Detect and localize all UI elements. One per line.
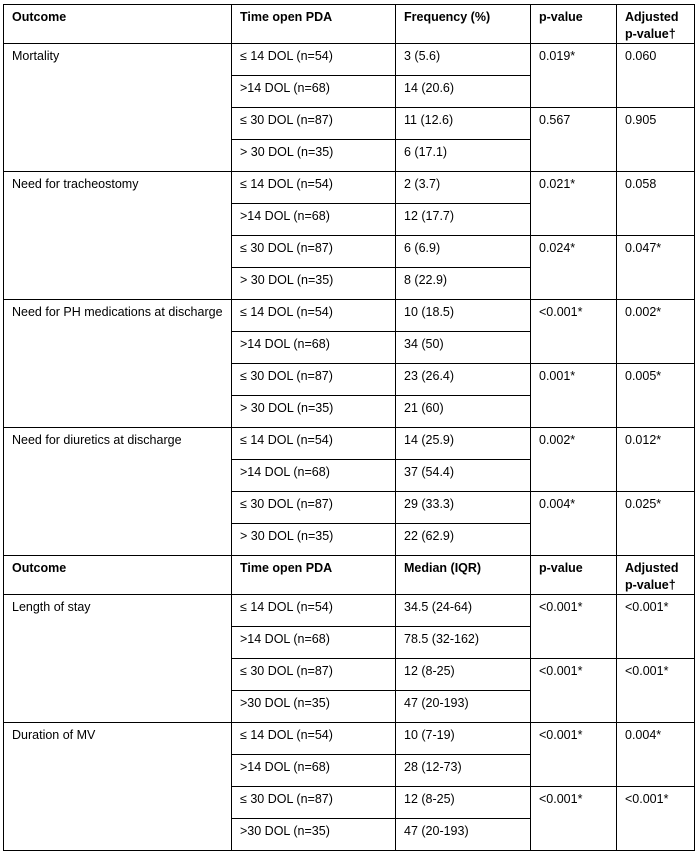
value-cell: 2 (3.7): [396, 172, 531, 204]
time-open-pda-cell: ≤ 14 DOL (n=54): [232, 723, 396, 755]
value-cell: 14 (25.9): [396, 428, 531, 460]
table-row: [4, 44, 695, 76]
value-cell: 3 (5.6): [396, 44, 531, 76]
time-open-pda-cell: >14 DOL (n=68): [232, 755, 396, 787]
p-value-cell: 0.024*: [531, 236, 617, 300]
value-cell: 28 (12-73): [396, 755, 531, 787]
value-cell: 10 (18.5): [396, 300, 531, 332]
column-header: Frequency (%): [396, 5, 531, 44]
p-value-cell: 0.004*: [531, 492, 617, 556]
outcome-cell: Need for PH medications at discharge: [4, 300, 232, 428]
time-open-pda-cell: >14 DOL (n=68): [232, 204, 396, 236]
time-open-pda-cell: >14 DOL (n=68): [232, 76, 396, 108]
p-value-cell: <0.001*: [531, 723, 617, 787]
value-cell: 12 (8-25): [396, 659, 531, 691]
adjusted-p-value-cell: 0.905: [617, 108, 695, 172]
value-cell: 14 (20.6): [396, 76, 531, 108]
value-cell: 37 (54.4): [396, 460, 531, 492]
p-value-cell: <0.001*: [531, 595, 617, 659]
value-cell: 34 (50): [396, 332, 531, 364]
time-open-pda-cell: >14 DOL (n=68): [232, 332, 396, 364]
value-cell: 11 (12.6): [396, 108, 531, 140]
column-header: Outcome: [4, 5, 232, 44]
column-header: p-value: [531, 556, 617, 595]
adjusted-p-value-cell: <0.001*: [617, 595, 695, 659]
value-cell: 23 (26.4): [396, 364, 531, 396]
time-open-pda-cell: ≤ 30 DOL (n=87): [232, 108, 396, 140]
adjusted-p-value-cell: <0.001*: [617, 659, 695, 723]
time-open-pda-cell: ≤ 14 DOL (n=54): [232, 172, 396, 204]
time-open-pda-cell: ≤ 14 DOL (n=54): [232, 595, 396, 627]
value-cell: 21 (60): [396, 396, 531, 428]
column-header: Adjusted p-value†: [617, 556, 695, 595]
column-header: p-value: [531, 5, 617, 44]
time-open-pda-cell: ≤ 30 DOL (n=87): [232, 236, 396, 268]
value-cell: 29 (33.3): [396, 492, 531, 524]
adjusted-p-value-cell: 0.005*: [617, 364, 695, 428]
time-open-pda-cell: > 30 DOL (n=35): [232, 268, 396, 300]
time-open-pda-cell: ≤ 14 DOL (n=54): [232, 428, 396, 460]
time-open-pda-cell: ≤ 14 DOL (n=54): [232, 44, 396, 76]
time-open-pda-cell: > 30 DOL (n=35): [232, 140, 396, 172]
value-cell: 8 (22.9): [396, 268, 531, 300]
adjusted-p-value-cell: 0.058: [617, 172, 695, 236]
column-header: Outcome: [4, 556, 232, 595]
outcome-cell: Need for diuretics at discharge: [4, 428, 232, 556]
value-cell: 12 (8-25): [396, 787, 531, 819]
time-open-pda-cell: >30 DOL (n=35): [232, 819, 396, 851]
value-cell: 10 (7-19): [396, 723, 531, 755]
header-row: [4, 5, 695, 44]
value-cell: 6 (17.1): [396, 140, 531, 172]
time-open-pda-cell: > 30 DOL (n=35): [232, 396, 396, 428]
column-header: Adjusted p-value†: [617, 5, 695, 44]
adjusted-p-value-cell: 0.004*: [617, 723, 695, 787]
p-value-cell: 0.019*: [531, 44, 617, 108]
time-open-pda-cell: > 30 DOL (n=35): [232, 524, 396, 556]
time-open-pda-cell: ≤ 14 DOL (n=54): [232, 300, 396, 332]
p-value-cell: 0.021*: [531, 172, 617, 236]
p-value-cell: <0.001*: [531, 659, 617, 723]
adjusted-p-value-cell: 0.047*: [617, 236, 695, 300]
value-cell: 78.5 (32-162): [396, 627, 531, 659]
value-cell: 34.5 (24-64): [396, 595, 531, 627]
outcome-cell: Mortality: [4, 44, 232, 172]
p-value-cell: 0.567: [531, 108, 617, 172]
table-row: [4, 723, 695, 755]
p-value-cell: <0.001*: [531, 300, 617, 364]
adjusted-p-value-cell: 0.012*: [617, 428, 695, 492]
value-cell: 22 (62.9): [396, 524, 531, 556]
results-table-body: [4, 5, 695, 851]
table-row: [4, 172, 695, 204]
adjusted-p-value-cell: 0.025*: [617, 492, 695, 556]
table-row: [4, 300, 695, 332]
table-row: [4, 595, 695, 627]
p-value-cell: 0.002*: [531, 428, 617, 492]
p-value-cell: <0.001*: [531, 787, 617, 851]
outcome-cell: Duration of MV: [4, 723, 232, 851]
column-header: Time open PDA: [232, 556, 396, 595]
value-cell: 6 (6.9): [396, 236, 531, 268]
time-open-pda-cell: ≤ 30 DOL (n=87): [232, 787, 396, 819]
outcome-cell: Need for tracheostomy: [4, 172, 232, 300]
time-open-pda-cell: >14 DOL (n=68): [232, 627, 396, 659]
time-open-pda-cell: ≤ 30 DOL (n=87): [232, 492, 396, 524]
adjusted-p-value-cell: 0.060: [617, 44, 695, 108]
value-cell: 12 (17.7): [396, 204, 531, 236]
time-open-pda-cell: ≤ 30 DOL (n=87): [232, 364, 396, 396]
time-open-pda-cell: >14 DOL (n=68): [232, 460, 396, 492]
adjusted-p-value-cell: 0.002*: [617, 300, 695, 364]
header-row: [4, 556, 695, 595]
column-header: Time open PDA: [232, 5, 396, 44]
outcome-cell: Length of stay: [4, 595, 232, 723]
p-value-cell: 0.001*: [531, 364, 617, 428]
value-cell: 47 (20-193): [396, 691, 531, 723]
value-cell: 47 (20-193): [396, 819, 531, 851]
table-row: [4, 428, 695, 460]
column-header: Median (IQR): [396, 556, 531, 595]
time-open-pda-cell: ≤ 30 DOL (n=87): [232, 659, 396, 691]
results-table: [3, 4, 695, 851]
adjusted-p-value-cell: <0.001*: [617, 787, 695, 851]
time-open-pda-cell: >30 DOL (n=35): [232, 691, 396, 723]
